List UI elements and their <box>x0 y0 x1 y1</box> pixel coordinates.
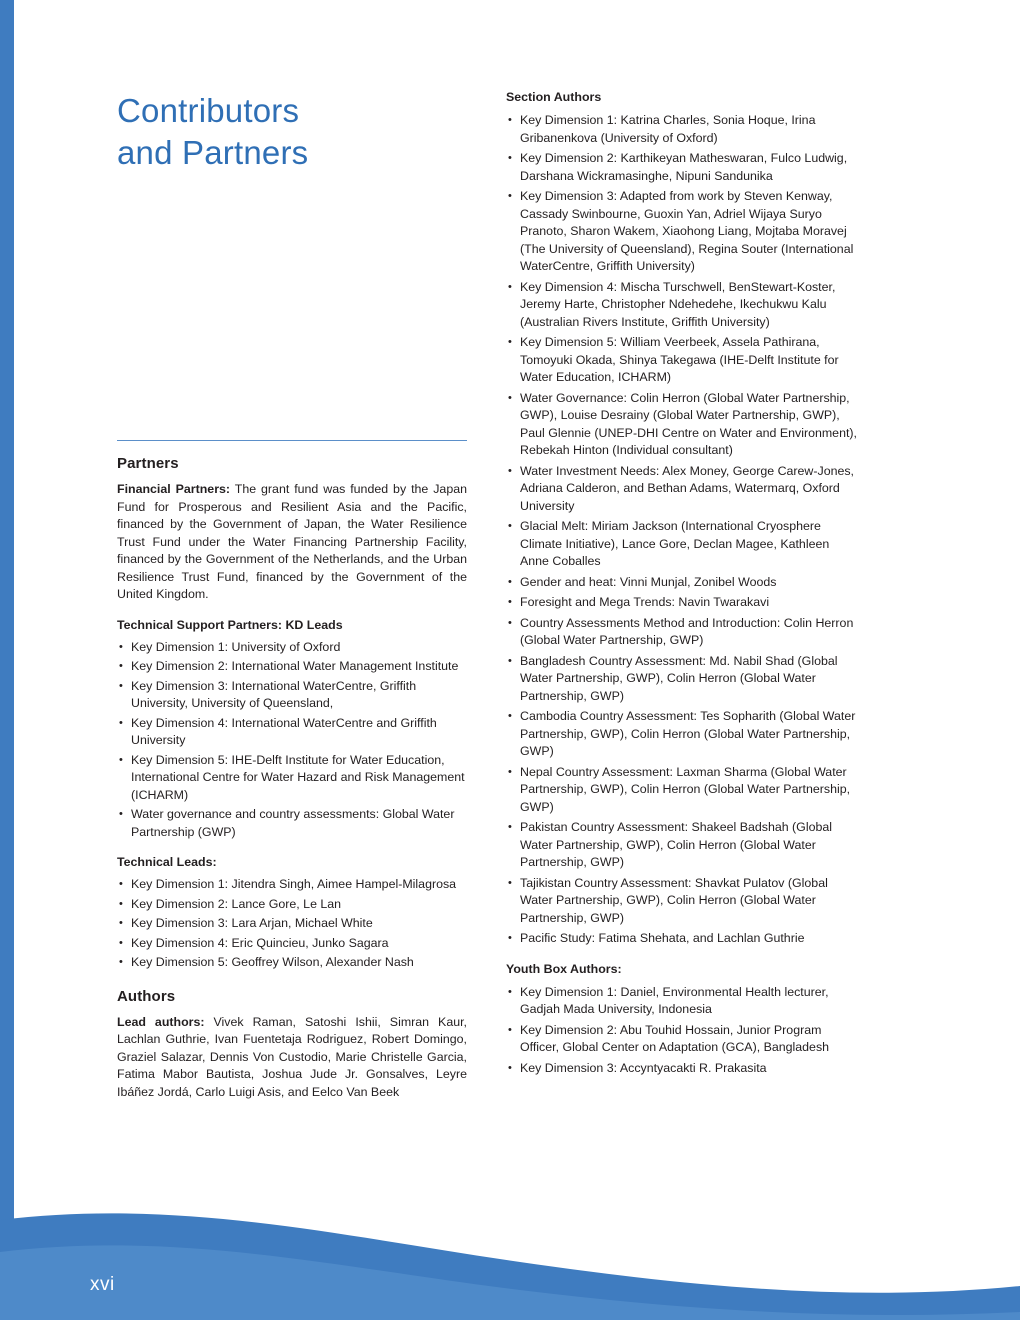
list-item: • Key Dimension 3: Adapted from work by Steven Kenway, Cassady Swinbourne, Guoxin Yan, Adriel Wijaya Suryo Pranoto, Sharon Wakem, Xiaohong Liang, Mojtaba Moravej (The University of Queensland), Regina Souter (International WaterCentre, Griffith University) <box>506 188 858 276</box>
technical-leads-list <box>117 876 467 972</box>
list-item: • Water Governance: Colin Herron (Global Water Partnership, GWP), Louise Desrainy (Global Water Partnership, GWP), Paul Glennie (UNEP-DHI Centre on Water and Environment), Rebekah Hinton (Individual consultant) <box>506 390 858 460</box>
list-item: • Key Dimension 2: Lance Gore, Le Lan <box>117 896 467 914</box>
list-item: • Country Assessments Method and Introduction: Colin Herron (Global Water Partnership, GWP) <box>506 615 858 650</box>
technical-support-partners-heading: Technical Support Partners: KD Leads <box>117 617 343 632</box>
page-title-line-1: Contributors <box>117 92 300 129</box>
page-title-line-2: and Partners <box>117 134 309 171</box>
technical-support-partners-list <box>117 639 467 842</box>
youth-box-authors-heading: Youth Box Authors: <box>506 961 622 976</box>
list-item: • Glacial Melt: Miriam Jackson (International Cryosphere Climate Initiative), Lance Gore, Declan Magee, Kathleen Anne Coballes <box>506 518 858 571</box>
list-item: • Key Dimension 2: Karthikeyan Matheswaran, Fulco Ludwig, Darshana Wickramasinghe, Nipuni Sandunika <box>506 150 858 185</box>
list-item: • Key Dimension 3: Lara Arjan, Michael White <box>117 915 467 933</box>
list-item: • Tajikistan Country Assessment: Shavkat Pulatov (Global Water Partnership, GWP), Colin Herron (Global Water Partnership, GWP) <box>506 875 858 928</box>
financial-partners-text: The grant fund was funded by the Japan Fund for Prosperous and Resilient Asia and the Pacific, financed by the Government of Japan, the Water Resilience Trust Fund under the Water Financing Partnership Facility, financed by the Government of the Netherlands, and the Urban Resilience Trust Fund, financed by the Government of the United Kingdom. <box>117 482 467 601</box>
list-item: • Water Investment Needs: Alex Money, George Carew-Jones, Adriana Calderon, and Bethan Adams, Watermarq, Oxford University <box>506 463 858 516</box>
list-item: • Key Dimension 2: Abu Touhid Hossain, Junior Program Officer, Global Center on Adaptation (GCA), Bangladesh <box>506 1022 858 1057</box>
list-item: • Pacific Study: Fatima Shehata, and Lachlan Guthrie <box>506 930 858 948</box>
list-item: • Key Dimension 2: International Water Management Institute <box>117 658 467 676</box>
youth-box-authors-list <box>506 984 858 1078</box>
page-title <box>117 90 477 174</box>
authors-heading: Authors <box>117 987 176 1005</box>
list-item: • Key Dimension 4: Eric Quincieu, Junko Sagara <box>117 935 467 953</box>
list-item: • Gender and heat: Vinni Munjal, Zonibel Woods <box>506 574 858 592</box>
lead-authors-text: Vivek Raman, Satoshi Ishii, Simran Kaur, Lachlan Guthrie, Ivan Fuentetaja Rodriguez, Robert Domingo, Graziel Salazar, Dennis Von Custodio, Marie Christelle Garcia, Fatima Mabor Bautista, Joshua Jude Jr. Gonsalves, Leyre Ibáñez Jordá, Carlo Luigi Asis, and Eelco Van Beek <box>117 1014 467 1099</box>
list-item: • Pakistan Country Assessment: Shakeel Badshah (Global Water Partnership, GWP), Colin Herron (Global Water Partnership, GWP) <box>506 819 858 872</box>
partners-heading: Partners <box>117 455 179 472</box>
list-item: • Water governance and country assessments: Global Water Partnership (GWP) <box>117 806 467 841</box>
list-item: • Key Dimension 3: Accyntyacakti R. Prakasita <box>506 1060 858 1078</box>
list-item: • Key Dimension 5: Geoffrey Wilson, Alexander Nash <box>117 954 467 972</box>
list-item: • Bangladesh Country Assessment: Md. Nabil Shad (Global Water Partnership, GWP), Colin Herron (Global Water Partnership, GWP) <box>506 653 858 706</box>
section-divider <box>117 440 467 441</box>
financial-partners-paragraph <box>117 481 467 604</box>
list-item: • Nepal Country Assessment: Laxman Sharma (Global Water Partnership, GWP), Colin Herron (Global Water Partnership, GWP) <box>506 764 858 817</box>
list-item: • Key Dimension 5: IHE-Delft Institute for Water Education, International Centre for Water Hazard and Risk Management (ICHARM) <box>117 752 467 805</box>
section-authors-heading: Section Authors <box>506 90 602 104</box>
list-item: • Cambodia Country Assessment: Tes Sopharith (Global Water Partnership, GWP), Colin Herron (Global Water Partnership, GWP) <box>506 708 858 761</box>
list-item: • Key Dimension 3: International WaterCentre, Griffith University, University of Queensland, <box>117 678 467 713</box>
right-column <box>506 90 858 1085</box>
left-column <box>117 440 467 1111</box>
section-authors-list <box>506 112 858 948</box>
list-item: • Key Dimension 5: William Veerbeek, Assela Pathirana, Tomoyuki Okada, Shinya Takegawa (IHE-Delft Institute for Water Education, ICHARM) <box>506 334 858 387</box>
lead-authors-label: Lead authors: <box>117 1014 205 1029</box>
page-number: xvi <box>90 1274 115 1295</box>
footer-wave-decoration <box>0 1190 1020 1320</box>
list-item: • Key Dimension 1: University of Oxford <box>117 639 467 657</box>
list-item: • Key Dimension 1: Daniel, Environmental Health lecturer, Gadjah Mada University, Indonesia <box>506 984 858 1019</box>
list-item: • Key Dimension 1: Katrina Charles, Sonia Hoque, Irina Gribanenkova (University of Oxford) <box>506 112 858 147</box>
list-item: • Foresight and Mega Trends: Navin Twarakavi <box>506 594 858 612</box>
list-item: • Key Dimension 4: International WaterCentre and Griffith University <box>117 715 467 750</box>
list-item: • Key Dimension 4: Mischa Turschwell, BenStewart-Koster, Jeremy Harte, Christopher Ndehedehe, Ikechukwu Kalu (Australian Rivers Institute, Griffith University) <box>506 279 858 332</box>
list-item: • Key Dimension 1: Jitendra Singh, Aimee Hampel-Milagrosa <box>117 876 467 894</box>
technical-leads-heading: Technical Leads: <box>117 855 217 869</box>
lead-authors-paragraph <box>117 1014 467 1102</box>
financial-partners-label: Financial Partners: <box>117 482 231 496</box>
left-accent-bar <box>0 0 14 1320</box>
